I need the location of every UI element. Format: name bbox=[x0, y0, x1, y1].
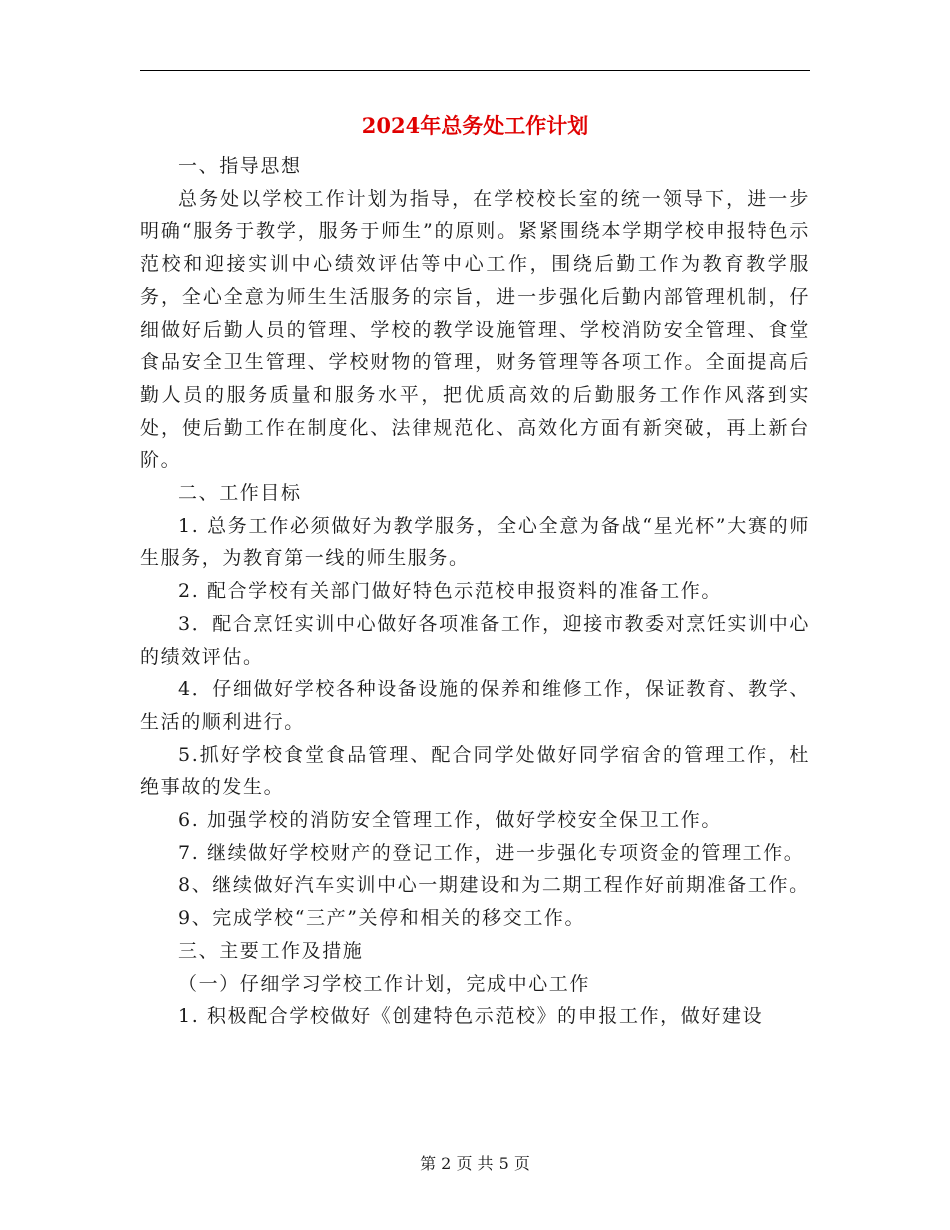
goal-item-6: 6. 加强学校的消防安全管理工作，做好学校安全保卫工作。 bbox=[178, 809, 722, 832]
goal-item-9: 9、完成学校“三产”关停和相关的移交工作。 bbox=[178, 907, 586, 930]
paragraph-guiding-ideology: 总务处以学校工作计划为指导，在学校校长室的统一领导下，进一步明确“服务于教学，服务于师生”的原则。紧紧围绕本学期学校申报特色示范校和迎接实训中心绩效评估等中心工作，围绕后勤工作为教育教学服务，全心全意为师生生活服务的宗旨，进一步强化后勤内部管理机制，仔细做好后勤人员的管理、学校的教学设施管理、学校消防安全管理、食堂食品安全卫生管理、学校财物的管理，财务管理等各项工作。全面提高后勤人员的服务质量和服务水平，把优质高效的后勤服务工作作风落到实处，使后勤工作在制度化、法律规范化、高效化方面有新突破，再上新台阶。 bbox=[140, 187, 810, 472]
page-number: 第 2 页 共 5 页 bbox=[420, 1154, 530, 1173]
goal-item-1: 1. 总务工作必须做好为教学服务，全心全意为备战“星光杯”大赛的师生服务，为教育第一线的师生服务。 bbox=[140, 514, 810, 570]
header-rule bbox=[140, 70, 810, 71]
subsection-heading-1: （一）仔细学习学校工作计划，完成中心工作 bbox=[178, 972, 591, 995]
document-body bbox=[140, 150, 810, 1033]
section-heading-guiding-ideology: 一、指导思想 bbox=[178, 155, 302, 177]
goal-item-4: 4．仔细做好学校各种设备设施的保养和维修工作，保证教育、教学、生活的顺利进行。 bbox=[140, 678, 810, 733]
goal-item-8: 8、继续做好汽车实训中心一期建设和为二期工程作好前期准备工作。 bbox=[178, 874, 810, 897]
goal-item-5: 5.抓好学校食堂食品管理、配合同学处做好同学宿舍的管理工作，杜绝事故的发生。 bbox=[140, 743, 810, 799]
section-heading-main-work: 三、主要工作及措施 bbox=[178, 939, 364, 962]
goal-item-2: 2. 配合学校有关部门做好特色示范校申报资料的准备工作。 bbox=[178, 580, 722, 603]
measure-item-1: 1. 积极配合学校做好《创建特色示范校》的申报工作，做好建设 bbox=[178, 1005, 764, 1028]
goal-item-3: 3．配合烹饪实训中心做好各项准备工作，迎接市教委对烹饪实训中心的绩效评估。 bbox=[140, 612, 810, 668]
document-title: 2024年总务处工作计划 bbox=[361, 113, 589, 138]
goal-item-7: 7. 继续做好学校财产的登记工作，进一步强化专项资金的管理工作。 bbox=[178, 841, 805, 864]
section-heading-work-goals: 二、工作目标 bbox=[178, 482, 302, 505]
